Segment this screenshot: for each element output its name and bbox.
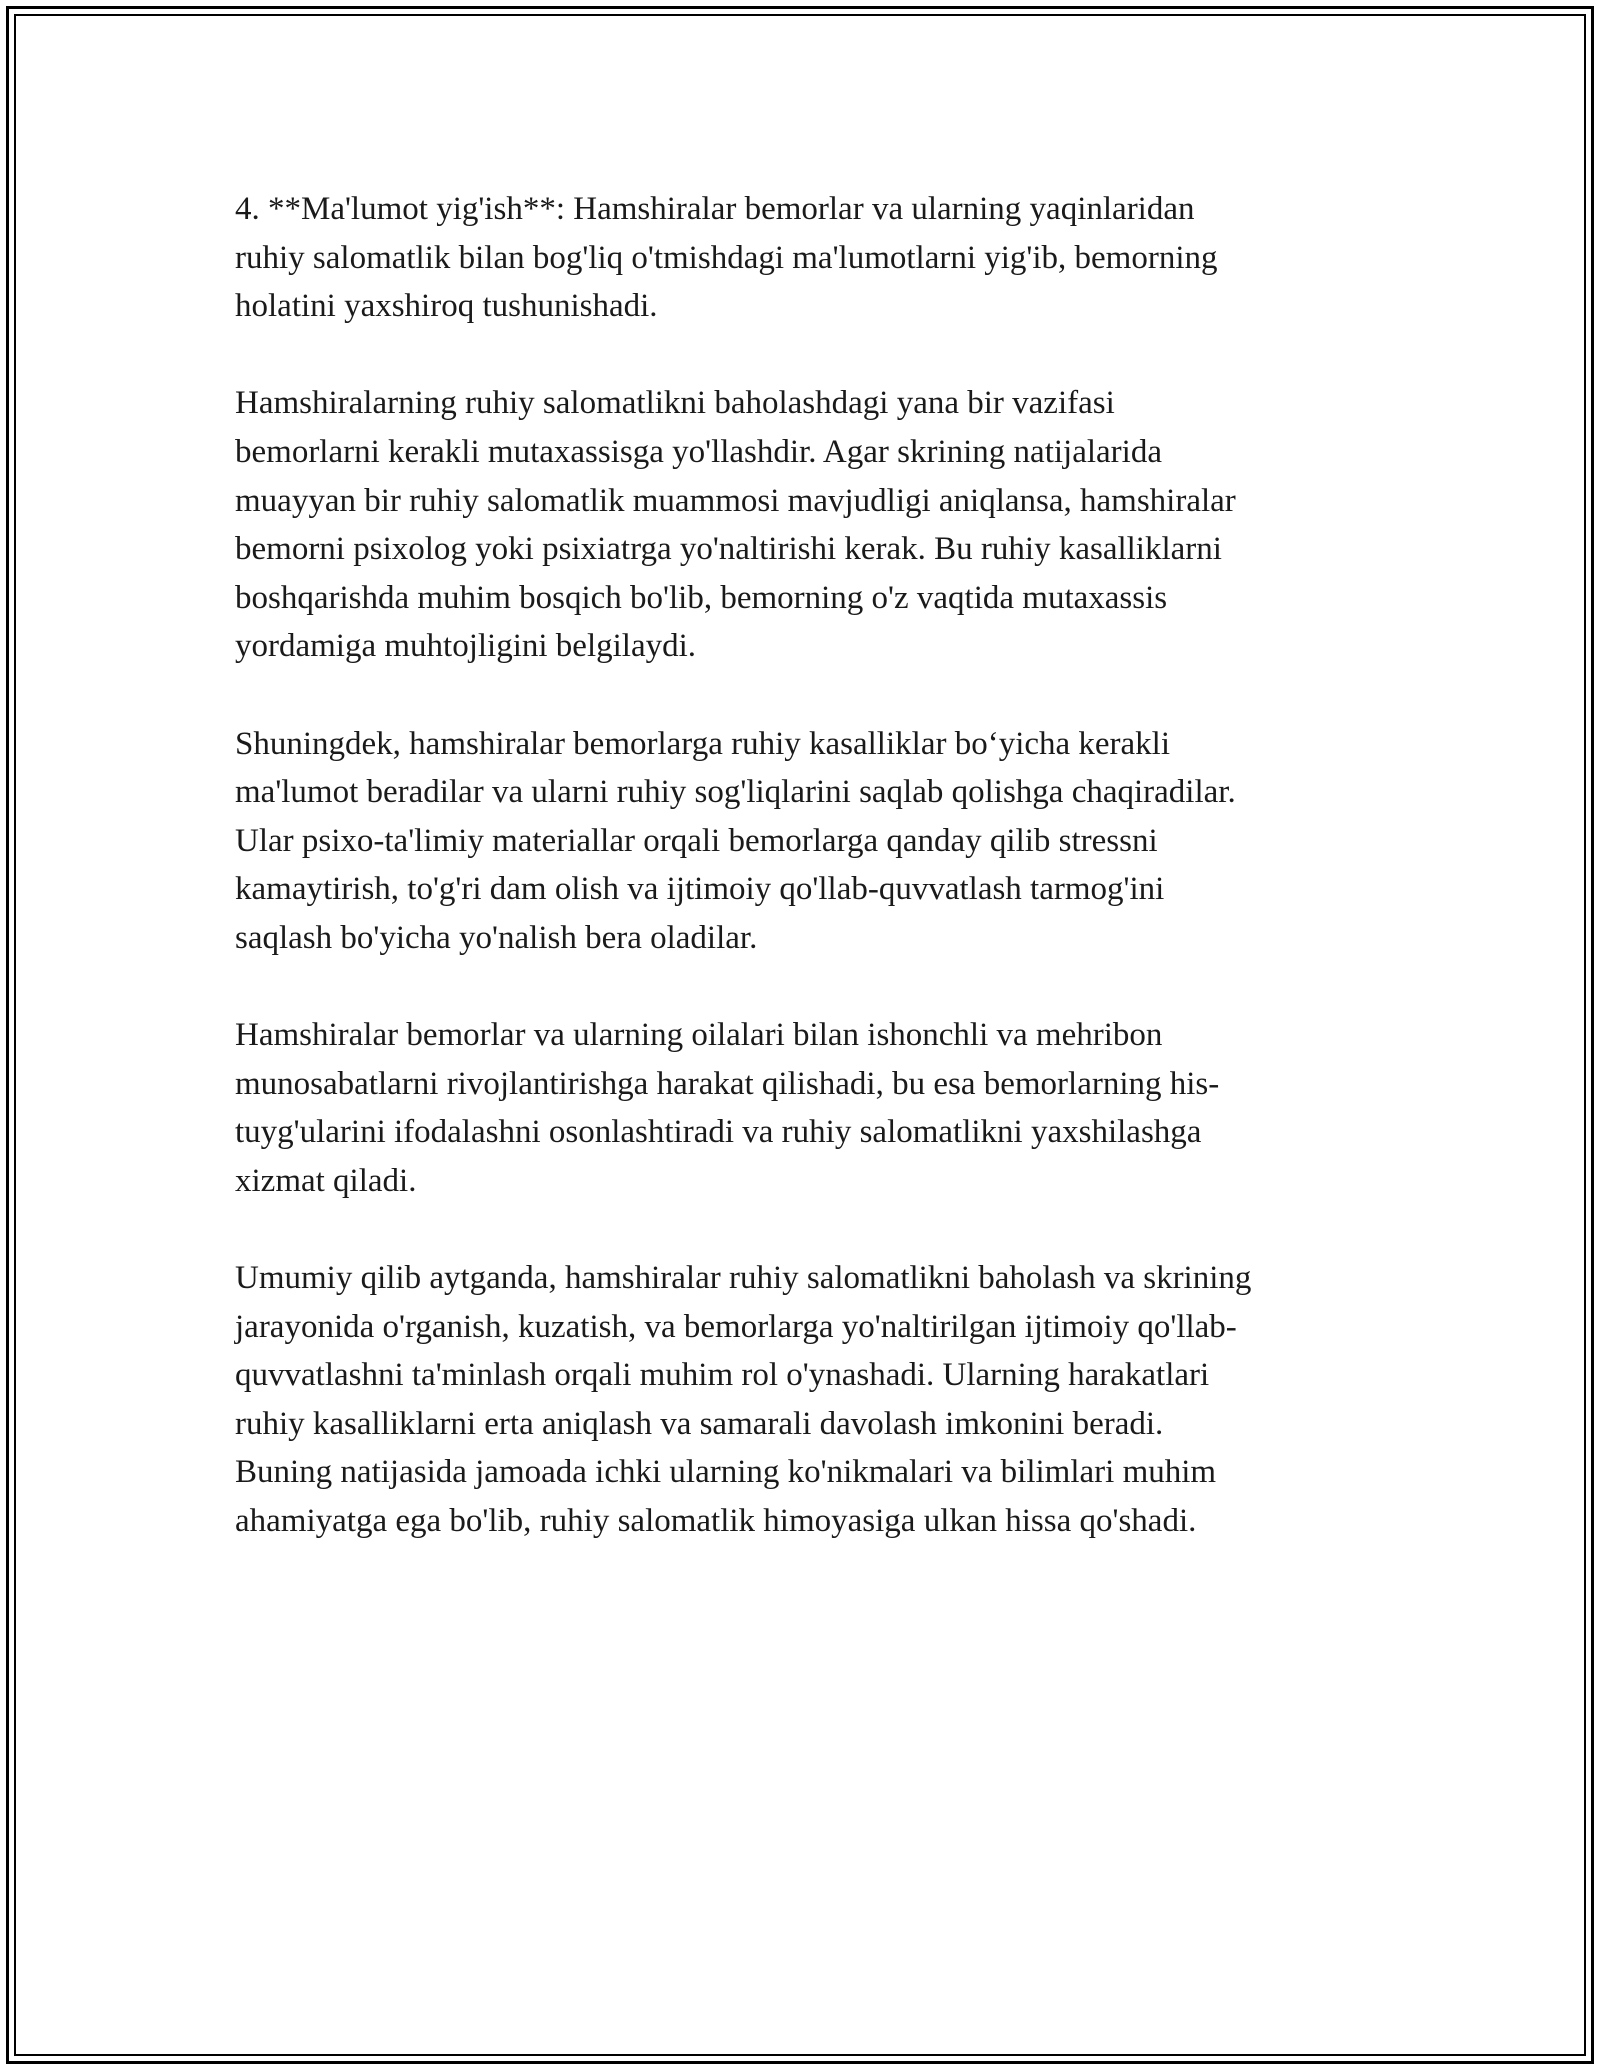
text-line: 4. **Ma'lumot yig'ish**: Hamshiralar bemorlar va ularning yaqinlaridan	[235, 191, 1195, 227]
text-line: ruhiy salomatlik bilan bog'liq o'tmishdagi ma'lumotlarni yig'ib, bemorning	[235, 239, 1218, 276]
text-line: Shuningdek, hamshiralar bemorlarga ruhiy kasalliklar bo‘yicha kerakli	[235, 725, 1171, 762]
text-line: tuyg'ularini ifodalashni osonlashtiradi va ruhiy salomatlikni yaxshilashga	[235, 1114, 1202, 1151]
text-line: kamaytirish, to'g'ri dam olish va ijtimoiy qo'llab-quvvatlash tarmog'ini	[235, 871, 1165, 908]
paragraph-relationships	[235, 1011, 1375, 1205]
text-line: Hamshiralar bemorlar va ularning oilalari bilan ishonchli va mehribon	[235, 1017, 1163, 1054]
text-line: bemorlarni kerakli mutaxassisga yo'llashdir. Agar skrining natijalarida	[235, 433, 1162, 470]
paragraph-education	[235, 720, 1375, 963]
text-line: jarayonida o'rganish, kuzatish, va bemorlarga yo'naltirilgan ijtimoiy qo'llab-	[235, 1308, 1237, 1345]
text-line: ma'lumot beradilar va ularni ruhiy sog'liqlarini saqlab qolishga chaqiradilar.	[235, 774, 1236, 811]
text-line: saqlash bo'yicha yo'nalish bera oladilar.	[235, 919, 758, 956]
text-line: quvvatlashni ta'minlash orqali muhim rol o'ynashadi. Ularning harakatlari	[235, 1357, 1210, 1394]
text-line: Buning natijasida jamoada ichki ularning ko'nikmalari va bilimlari muhim	[235, 1454, 1217, 1491]
paragraph-data-collection	[235, 185, 1375, 331]
paragraph-referral	[235, 379, 1375, 671]
text-line: boshqarishda muhim bosqich bo'lib, bemorning o'z vaqtida mutaxassis	[235, 579, 1168, 616]
text-line: xizmat qiladi.	[235, 1162, 417, 1199]
text-line: muayyan bir ruhiy salomatlik muammosi mavjudligi aniqlansa, hamshiralar	[235, 482, 1236, 519]
text-line: Umumiy qilib aytganda, hamshiralar ruhiy salomatlikni baholash va skrining	[235, 1260, 1252, 1297]
text-line: ahamiyatga ega bo'lib, ruhiy salomatlik himoyasiga ulkan hissa qo'shadi.	[235, 1503, 1197, 1540]
text-line: Hamshiralarning ruhiy salomatlikni baholashdagi yana bir vazifasi	[235, 385, 1115, 422]
text-line: munosabatlarni rivojlantirishga harakat qilishadi, bu esa bemorlarning his-	[235, 1065, 1220, 1102]
text-line: holatini yaxshiroq tushunishadi.	[235, 288, 658, 325]
text-line: yordamiga muhtojligini belgilaydi.	[235, 628, 697, 665]
document-body	[235, 185, 1375, 1594]
text-line: Ular psixo-ta'limiy materiallar orqali bemorlarga qanday qilib stressni	[235, 822, 1158, 859]
text-line: bemorni psixolog yoki psixiatrga yo'naltirishi kerak. Bu ruhiy kasalliklarni	[235, 531, 1222, 568]
text-line: ruhiy kasalliklarni erta aniqlash va samarali davolash imkonini beradi.	[235, 1405, 1164, 1442]
paragraph-conclusion	[235, 1254, 1375, 1546]
